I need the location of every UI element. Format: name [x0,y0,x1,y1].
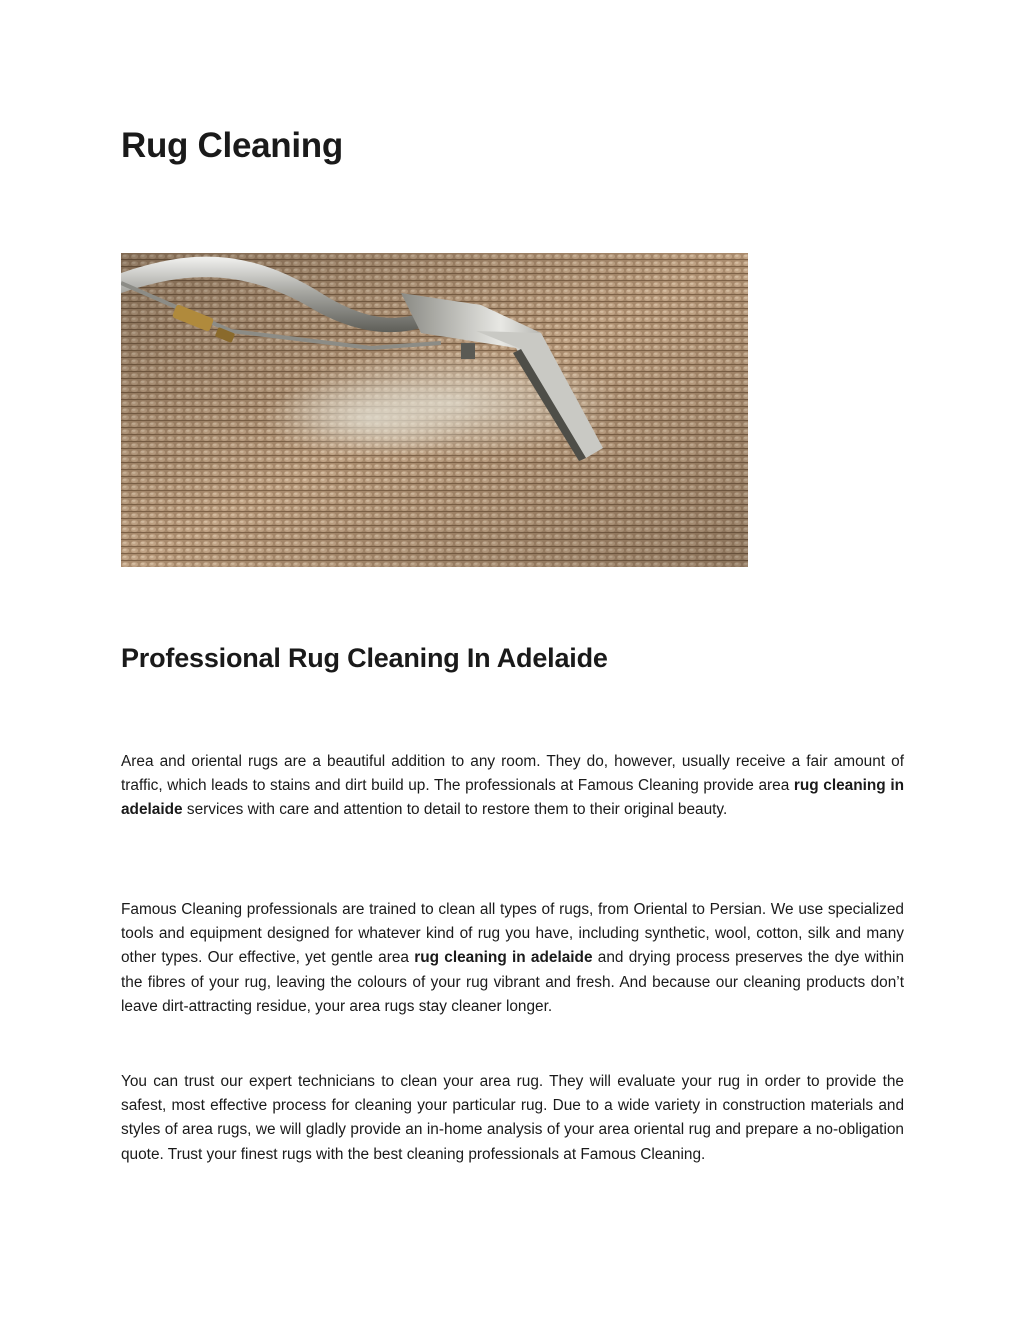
keyword-bold: rug cleaning in adelaide [414,949,593,967]
paragraph-text: Famous Cleaning professionals are trained to clean all types of rugs, from Oriental to Persian. We use specialized tools and equipment designed for whatever kind of rug you have, including synthetic, wool, cotton, silk and many other types. Our effective, yet gentle area [121,901,904,967]
services-paragraph [121,898,904,1019]
section-heading: Professional Rug Cleaning In Adelaide [121,643,608,673]
carpet-cleaning-photo [121,253,748,567]
paragraph-text: services with care and attention to detail to restore them to their original beauty. [182,801,728,819]
trust-paragraph: You can trust our expert technicians to clean your area rug. They will evaluate your rug in order to provide the safest, most effective process for cleaning your particular rug. Due to a wide variety in construction materials and styles of area rugs, we will gladly provide an in-home analysis of your area oriental rug and prepare a no-obligation quote. Trust your finest rugs with the best cleaning professionals at Famous Cleaning. [121,1073,904,1163]
intro-paragraph [121,750,904,823]
paragraph-text: Area and oriental rugs are a beautiful addition to any room. They do, however, usually receive a fair amount of traffic, which leads to stains and dirt build up. The professionals at Famous Cleaning provide area [121,753,904,795]
page-title: Rug Cleaning [121,126,343,165]
keyword-bold: rug cleaning in adelaide [121,777,904,819]
paragraph-text: and drying process preserves the dye within the fibres of your rug, leaving the colours of your rug vibrant and fresh. And because our cleaning products don’t leave dirt-attracting residue, your area rugs stay cleaner longer. [121,949,904,1015]
